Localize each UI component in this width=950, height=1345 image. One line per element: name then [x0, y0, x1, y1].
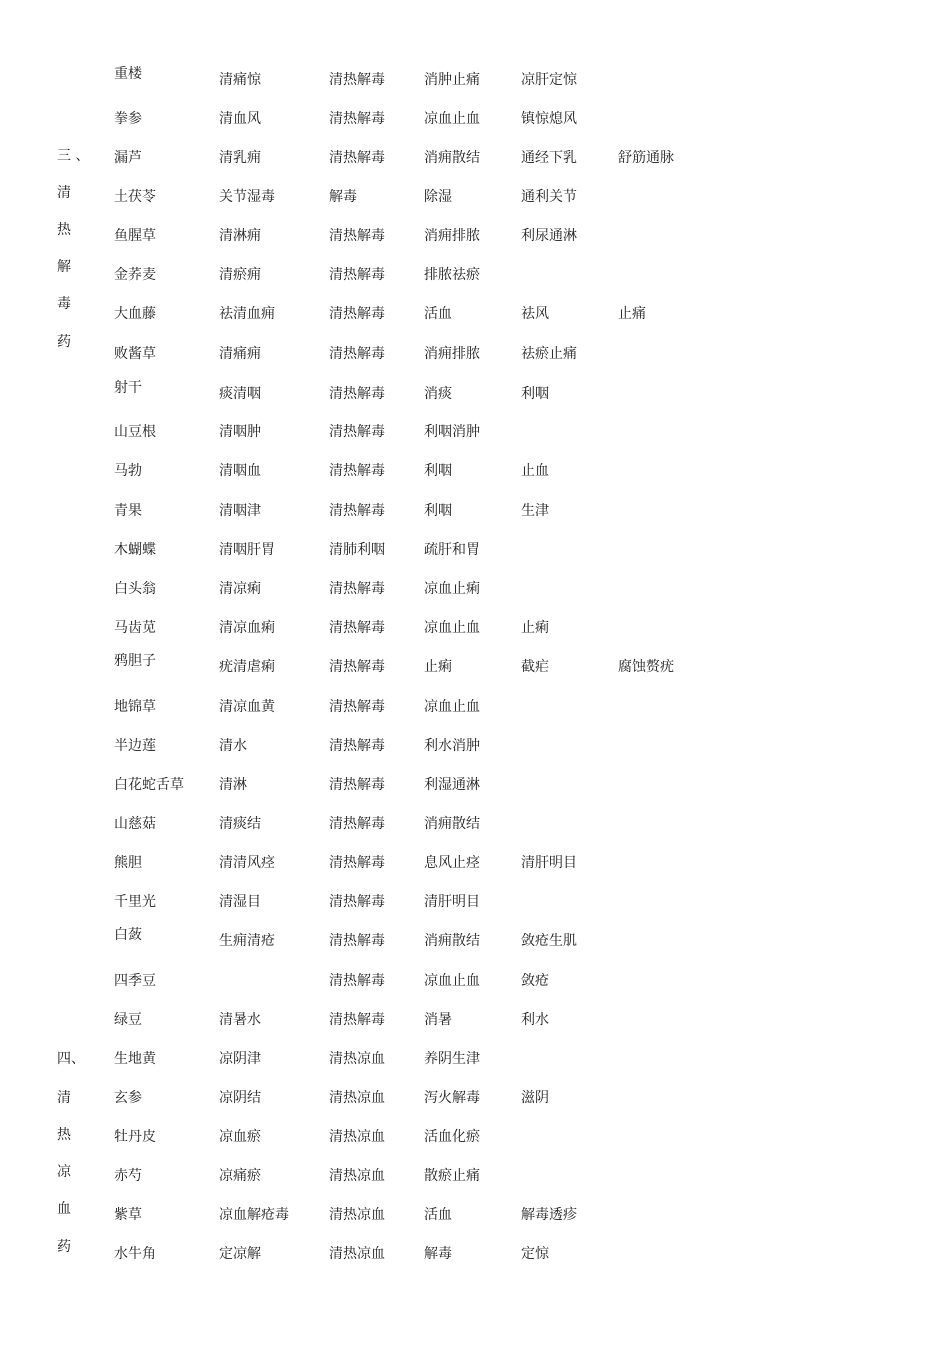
herb-effect-3: 定惊 [521, 1246, 549, 1262]
herb-effect-3: 镇惊熄风 [521, 111, 577, 127]
table-row [0, 265, 950, 289]
herb-name: 白头翁 [114, 581, 156, 597]
table-row [0, 579, 950, 603]
herb-name: 玄参 [114, 1090, 142, 1106]
table-row [0, 653, 950, 681]
herb-effect-1: 清热凉血 [329, 1246, 385, 1262]
herb-effect-1: 清热解毒 [329, 855, 385, 871]
herb-name: 绿豆 [114, 1012, 142, 1028]
herb-effect-2: 养阴生津 [424, 1051, 480, 1067]
herb-effect-1: 解毒 [329, 189, 357, 205]
herb-effect-2: 排脓祛瘀 [424, 267, 480, 283]
herb-effect-2: 消痰 [424, 386, 452, 402]
herb-effect-2: 利咽消肿 [424, 424, 480, 440]
table-row [0, 66, 950, 94]
herb-effect-4: 舒筋通脉 [618, 150, 674, 166]
table-row [0, 422, 950, 446]
herb-effect-1: 清热解毒 [329, 463, 385, 479]
herb-name: 白蔹 [114, 927, 142, 943]
herb-effect-1: 清热解毒 [329, 738, 385, 754]
herb-effect-4: 腐蚀赘疣 [618, 659, 674, 675]
herb-effect-3: 止血 [521, 463, 549, 479]
herb-effect-2: 利湿通淋 [424, 777, 480, 793]
herb-name: 山豆根 [114, 424, 156, 440]
herb-effect-2: 除湿 [424, 189, 452, 205]
category-char: 三 、 [57, 148, 90, 164]
herb-effect-1: 清热解毒 [329, 659, 385, 675]
herb-key: 清咽津 [219, 503, 261, 519]
herb-name: 赤芍 [114, 1168, 142, 1184]
herb-effect-2: 活血 [424, 306, 452, 322]
herb-key: 清痰结 [219, 816, 261, 832]
herb-key: 清痛惊 [219, 72, 261, 88]
herb-key: 清水 [219, 738, 247, 754]
category-char: 清 [57, 1090, 71, 1106]
herb-name: 大血藤 [114, 306, 156, 322]
herb-effect-1: 清热解毒 [329, 933, 385, 949]
herb-key: 生痈清疮 [219, 933, 275, 949]
herb-effect-1: 清热解毒 [329, 150, 385, 166]
herb-name: 马齿苋 [114, 620, 156, 636]
herb-name: 水牛角 [114, 1246, 156, 1262]
herb-effect-3: 敛疮生肌 [521, 933, 577, 949]
table-row [0, 814, 950, 838]
herb-effect-1: 清肺利咽 [329, 542, 385, 558]
category-char: 热 [57, 1127, 71, 1143]
herb-effect-3: 利尿通淋 [521, 228, 577, 244]
herb-effect-3: 止痢 [521, 620, 549, 636]
herb-key: 清痛痈 [219, 346, 261, 362]
table-row [0, 1049, 950, 1073]
herb-effect-2: 疏肝和胃 [424, 542, 480, 558]
category-char: 毒 [57, 296, 71, 312]
herb-key: 清清风痉 [219, 855, 275, 871]
herb-name: 白花蛇舌草 [114, 777, 184, 793]
herb-effect-3: 解毒透疹 [521, 1207, 577, 1223]
herb-effect-1: 清热解毒 [329, 228, 385, 244]
herb-effect-2: 凉血止血 [424, 973, 480, 989]
herb-name: 紫草 [114, 1207, 142, 1223]
herb-effect-2: 消痈散结 [424, 933, 480, 949]
herb-effect-1: 清热凉血 [329, 1129, 385, 1145]
herb-key: 清淋 [219, 777, 247, 793]
category-char: 热 [57, 222, 71, 238]
herb-effect-2: 消肿止痛 [424, 72, 480, 88]
herb-effect-2: 散瘀止痛 [424, 1168, 480, 1184]
herb-effect-3: 利水 [521, 1012, 549, 1028]
table-row [0, 344, 950, 368]
herb-effect-1: 清热解毒 [329, 306, 385, 322]
herb-name: 青果 [114, 503, 142, 519]
table-row [0, 1205, 950, 1229]
herb-effect-2: 凉血止痢 [424, 581, 480, 597]
herb-key: 清暑水 [219, 1012, 261, 1028]
herb-effect-1: 清热凉血 [329, 1168, 385, 1184]
herb-key: 清淋痈 [219, 228, 261, 244]
herb-effect-1: 清热凉血 [329, 1051, 385, 1067]
herb-effect-2: 利咽 [424, 463, 452, 479]
herb-effect-2: 消暑 [424, 1012, 452, 1028]
table-row [0, 892, 950, 916]
herb-name: 土茯苓 [114, 189, 156, 205]
table-row [0, 1244, 950, 1268]
herb-effect-2: 消痈排脓 [424, 228, 480, 244]
herb-effect-1: 清热凉血 [329, 1207, 385, 1223]
herb-effect-2: 凉血止血 [424, 620, 480, 636]
herb-effect-2: 止痢 [424, 659, 452, 675]
herb-effect-1: 清热解毒 [329, 346, 385, 362]
herb-name: 四季豆 [114, 973, 156, 989]
herb-effect-1: 清热解毒 [329, 111, 385, 127]
herb-effect-2: 清肝明目 [424, 894, 480, 910]
category-char: 凉 [57, 1164, 71, 1180]
table-row [0, 187, 950, 211]
herb-key: 清乳痈 [219, 150, 261, 166]
herb-name: 射干 [114, 380, 142, 396]
herb-key: 凉血解疮毒 [219, 1207, 289, 1223]
herb-name: 鸦胆子 [114, 653, 156, 669]
herb-effect-3: 截疟 [521, 659, 549, 675]
table-row [0, 618, 950, 642]
herb-effect-4: 止痛 [618, 306, 646, 322]
herb-effect-3: 生津 [521, 503, 549, 519]
herb-name: 半边莲 [114, 738, 156, 754]
herb-name: 漏芦 [114, 150, 142, 166]
table-row [0, 501, 950, 525]
herb-effect-1: 清热解毒 [329, 424, 385, 440]
herb-key: 痰清咽 [219, 386, 261, 402]
herb-key: 清凉痢 [219, 581, 261, 597]
table-row [0, 1166, 950, 1190]
herb-key: 清咽肿 [219, 424, 261, 440]
herb-effect-3: 通经下乳 [521, 150, 577, 166]
herb-key: 清血风 [219, 111, 261, 127]
herb-name: 马勃 [114, 463, 142, 479]
category-char: 血 [57, 1201, 71, 1217]
herb-key: 定凉解 [219, 1246, 261, 1262]
herb-key: 清湿目 [219, 894, 261, 910]
herb-effect-2: 凉血止血 [424, 699, 480, 715]
herb-effect-3: 通利关节 [521, 189, 577, 205]
table-row [0, 109, 950, 133]
herb-effect-3: 祛瘀止痛 [521, 346, 577, 362]
herb-effect-1: 清热解毒 [329, 267, 385, 283]
herb-effect-3: 祛风 [521, 306, 549, 322]
herb-effect-2: 泻火解毒 [424, 1090, 480, 1106]
herb-effect-1: 清热解毒 [329, 699, 385, 715]
herb-effect-3: 滋阴 [521, 1090, 549, 1106]
category-char: 清 [57, 185, 71, 201]
herb-key: 祛清血痈 [219, 306, 275, 322]
herb-key: 凉血瘀 [219, 1129, 261, 1145]
herb-name: 山慈菇 [114, 816, 156, 832]
table-row [0, 148, 950, 172]
herb-effect-1: 清热解毒 [329, 581, 385, 597]
herb-key: 清凉血黄 [219, 699, 275, 715]
table-row [0, 540, 950, 564]
herb-effect-1: 清热解毒 [329, 894, 385, 910]
herb-key: 凉阴津 [219, 1051, 261, 1067]
table-row [0, 697, 950, 721]
herb-key: 凉痛瘀 [219, 1168, 261, 1184]
table-row [0, 461, 950, 485]
herb-effect-2: 消痈散结 [424, 150, 480, 166]
herb-effect-3: 凉肝定惊 [521, 72, 577, 88]
herb-name: 千里光 [114, 894, 156, 910]
herb-name: 鱼腥草 [114, 228, 156, 244]
herb-effect-3: 敛疮 [521, 973, 549, 989]
herb-key: 清咽血 [219, 463, 261, 479]
herb-effect-2: 息风止痉 [424, 855, 480, 871]
category-char: 药 [57, 1239, 71, 1255]
table-row [0, 1088, 950, 1112]
herb-name: 木蝴蝶 [114, 542, 156, 558]
table-row [0, 736, 950, 760]
herb-name: 金荞麦 [114, 267, 156, 283]
herb-key: 关节湿毒 [219, 189, 275, 205]
herb-effect-2: 消痈排脓 [424, 346, 480, 362]
table-row [0, 380, 950, 408]
herb-effect-1: 清热解毒 [329, 777, 385, 793]
herb-effect-2: 活血化瘀 [424, 1129, 480, 1145]
herb-effect-2: 利咽 [424, 503, 452, 519]
herb-effect-1: 清热解毒 [329, 503, 385, 519]
herb-effect-1: 清热解毒 [329, 973, 385, 989]
herb-key: 清瘀痈 [219, 267, 261, 283]
herb-effect-2: 消痈散结 [424, 816, 480, 832]
herb-effect-2: 活血 [424, 1207, 452, 1223]
herb-key: 清凉血痢 [219, 620, 275, 636]
herb-name: 败酱草 [114, 346, 156, 362]
herb-name: 重楼 [114, 66, 142, 82]
table-row [0, 226, 950, 250]
herb-name: 牡丹皮 [114, 1129, 156, 1145]
herb-key: 凉阴结 [219, 1090, 261, 1106]
table-row [0, 304, 950, 328]
category-char: 解 [57, 259, 71, 275]
herb-effect-1: 清热解毒 [329, 386, 385, 402]
herb-key: 疣清虐痢 [219, 659, 275, 675]
herb-name: 拳参 [114, 111, 142, 127]
herb-name: 生地黄 [114, 1051, 156, 1067]
herb-effect-3: 清肝明目 [521, 855, 577, 871]
herb-effect-1: 清热凉血 [329, 1090, 385, 1106]
category-char: 药 [57, 334, 71, 350]
table-row [0, 971, 950, 995]
herb-effect-1: 清热解毒 [329, 620, 385, 636]
herb-name: 熊胆 [114, 855, 142, 871]
table-row [0, 775, 950, 799]
herb-effect-2: 解毒 [424, 1246, 452, 1262]
herb-effect-2: 凉血止血 [424, 111, 480, 127]
table-row [0, 1010, 950, 1034]
herb-effect-2: 利水消肿 [424, 738, 480, 754]
table-row [0, 853, 950, 877]
table-row [0, 1127, 950, 1151]
herb-name: 地锦草 [114, 699, 156, 715]
herb-key: 清咽肝胃 [219, 542, 275, 558]
herb-effect-1: 清热解毒 [329, 816, 385, 832]
table-row [0, 927, 950, 955]
herb-effect-3: 利咽 [521, 386, 549, 402]
category-char: 四、 [57, 1051, 85, 1067]
herb-effect-1: 清热解毒 [329, 72, 385, 88]
herb-effect-1: 清热解毒 [329, 1012, 385, 1028]
